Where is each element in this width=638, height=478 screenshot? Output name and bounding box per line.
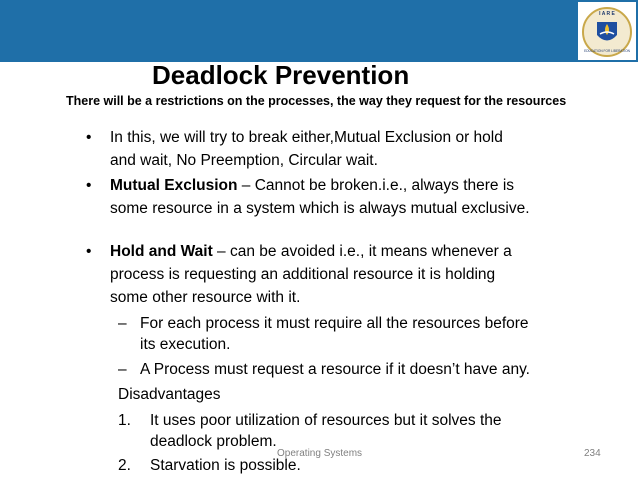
sub2-line1: A Process must request a resource if it doesn’t have any. [140, 361, 530, 378]
bullet2-line1 [110, 176, 514, 196]
sub-bullet-dash: – [118, 315, 127, 332]
bullet-dot: • [86, 177, 92, 194]
bullet1-line1: In this, we will try to break either,Mutual Exclusion or hold [110, 129, 503, 146]
disadvantage-1-line1: It uses poor utilization of resources but it solves the [150, 412, 502, 429]
bullet2-line2: some resource in a system which is always mutual exclusive. [110, 200, 530, 217]
disadvantage-2-line1: Starvation is possible. [150, 457, 301, 474]
svg-text:I A R E: I A R E [599, 11, 615, 17]
bullet3-line1 [110, 242, 512, 262]
bullet2-line1-rest: – Cannot be broken.i.e., always there is [237, 177, 515, 194]
bullet-dot: • [86, 129, 92, 146]
svg-text:EDUCATION FOR LIBERATION: EDUCATION FOR LIBERATION [584, 49, 630, 53]
disadvantage-1-line2: deadlock problem. [150, 433, 277, 450]
bullet3-line2: process is requesting an additional resource it is holding [110, 266, 496, 283]
disadvantage-number: 2. [118, 457, 131, 474]
iare-logo-icon [578, 2, 636, 60]
bullet3-line1-rest: – can be avoided i.e., it means whenever a [212, 243, 512, 260]
mutual-exclusion-label: Mutual Exclusion [110, 177, 238, 194]
disadvantages-heading: Disadvantages [118, 386, 221, 403]
header-bar [0, 0, 638, 62]
hold-and-wait-label: Hold and Wait [110, 243, 213, 260]
slide-subtitle: There will be a restrictions on the processes, the way they request for the resources [66, 94, 567, 108]
sub-bullet-dash: – [118, 361, 127, 378]
sub1-line2: its execution. [140, 336, 231, 353]
institute-logo [578, 2, 636, 60]
footer-course-name: Operating Systems [277, 448, 363, 459]
page-number: 234 [584, 448, 601, 459]
bullet-dot: • [86, 243, 92, 260]
slide-title: Deadlock Prevention [152, 60, 410, 90]
bullet3-line3: some other resource with it. [110, 289, 301, 306]
bullet1-line2: and wait, No Preemption, Circular wait. [110, 152, 378, 169]
disadvantage-number: 1. [118, 412, 131, 429]
sub1-line1: For each process it must require all the resources before [140, 315, 529, 332]
